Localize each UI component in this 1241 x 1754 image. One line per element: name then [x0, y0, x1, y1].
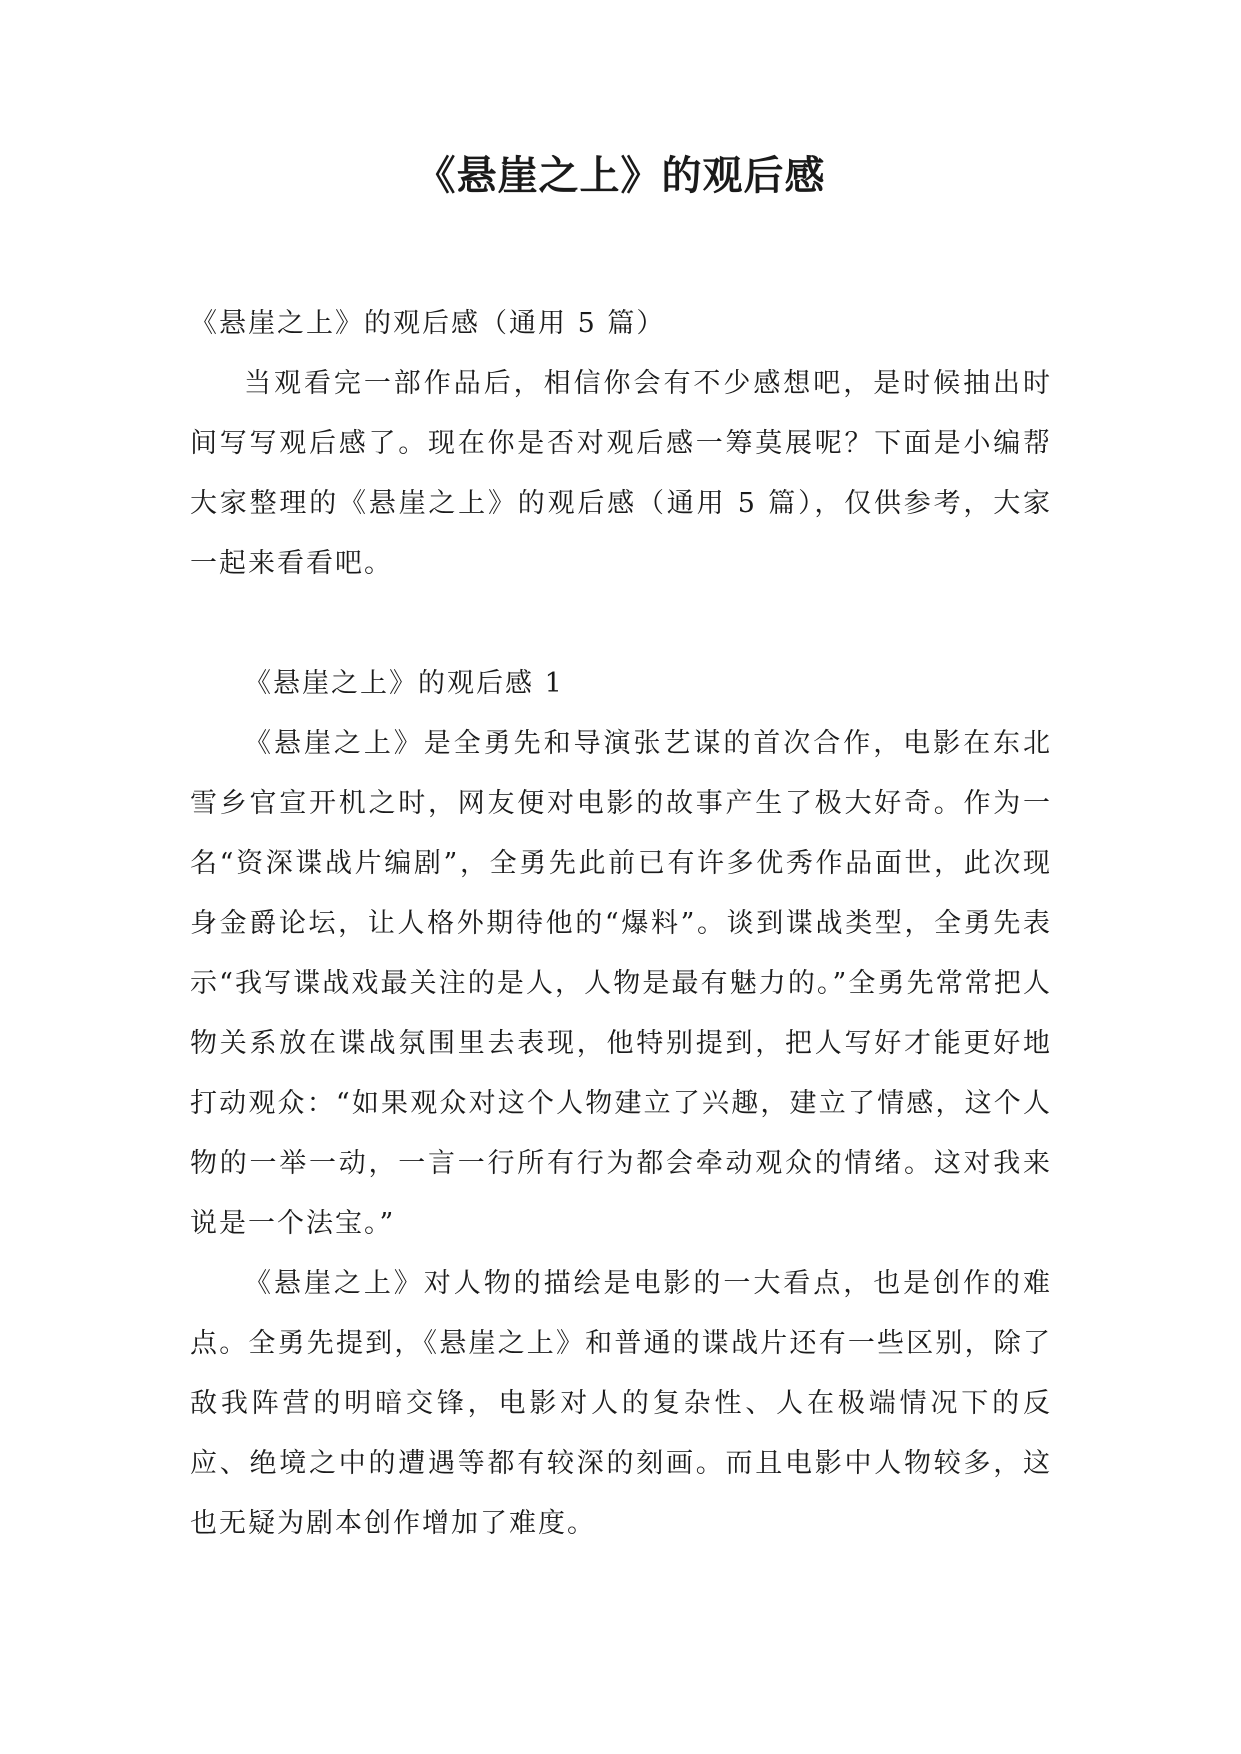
- section-1-paragraph-2: 《悬崖之上》对人物的描绘是电影的一大看点，也是创作的难点。全勇先提到，《悬崖之上》和普通的谍战片还有一些区别，除了敌我阵营的明暗交锋，电影对人的复杂性、人在极端情况下的反应、绝境之中的遭遇等都有较深的刻画。而且电影中人物较多，这也无疑为剧本创作增加了难度。: [190, 1268, 1052, 1539]
- document-subtitle: 《悬崖之上》的观后感（通用 5 篇）: [190, 308, 666, 339]
- section-1-paragraph-1: 《悬崖之上》是全勇先和导演张艺谋的首次合作，电影在东北雪乡官宣开机之时，网友便对电影的故事产生了极大好奇。作为一名“资深谍战片编剧”，全勇先此前已有许多优秀作品面世，此次现身金爵论坛，让人格外期待他的“爆料”。谈到谍战类型，全勇先表示“我写谍战戏最关注的是人，人物是最有魅力的。”全勇先常常把人物关系放在谍战氛围里去表现，他特别提到，把人写好才能更好地打动观众：“如果观众对这个人物建立了兴趣，建立了情感，这个人物的一举一动，一言一行所有行为都会牵动观众的情绪。这对我来说是一个法宝。”: [190, 728, 1052, 1239]
- document-body: [190, 294, 1052, 1554]
- document-title: 《悬崖之上》的观后感: [415, 153, 826, 199]
- section-1-heading: 《悬崖之上》的观后感 1: [244, 668, 564, 699]
- paragraph-spacer: [190, 594, 1052, 654]
- intro-paragraph: 当观看完一部作品后，相信你会有不少感想吧，是时候抽出时间写写观后感了。现在你是否对观后感一筹莫展呢？下面是小编帮大家整理的《悬崖之上》的观后感（通用 5 篇），仅供参考，大家一起来看看吧。: [190, 368, 1052, 579]
